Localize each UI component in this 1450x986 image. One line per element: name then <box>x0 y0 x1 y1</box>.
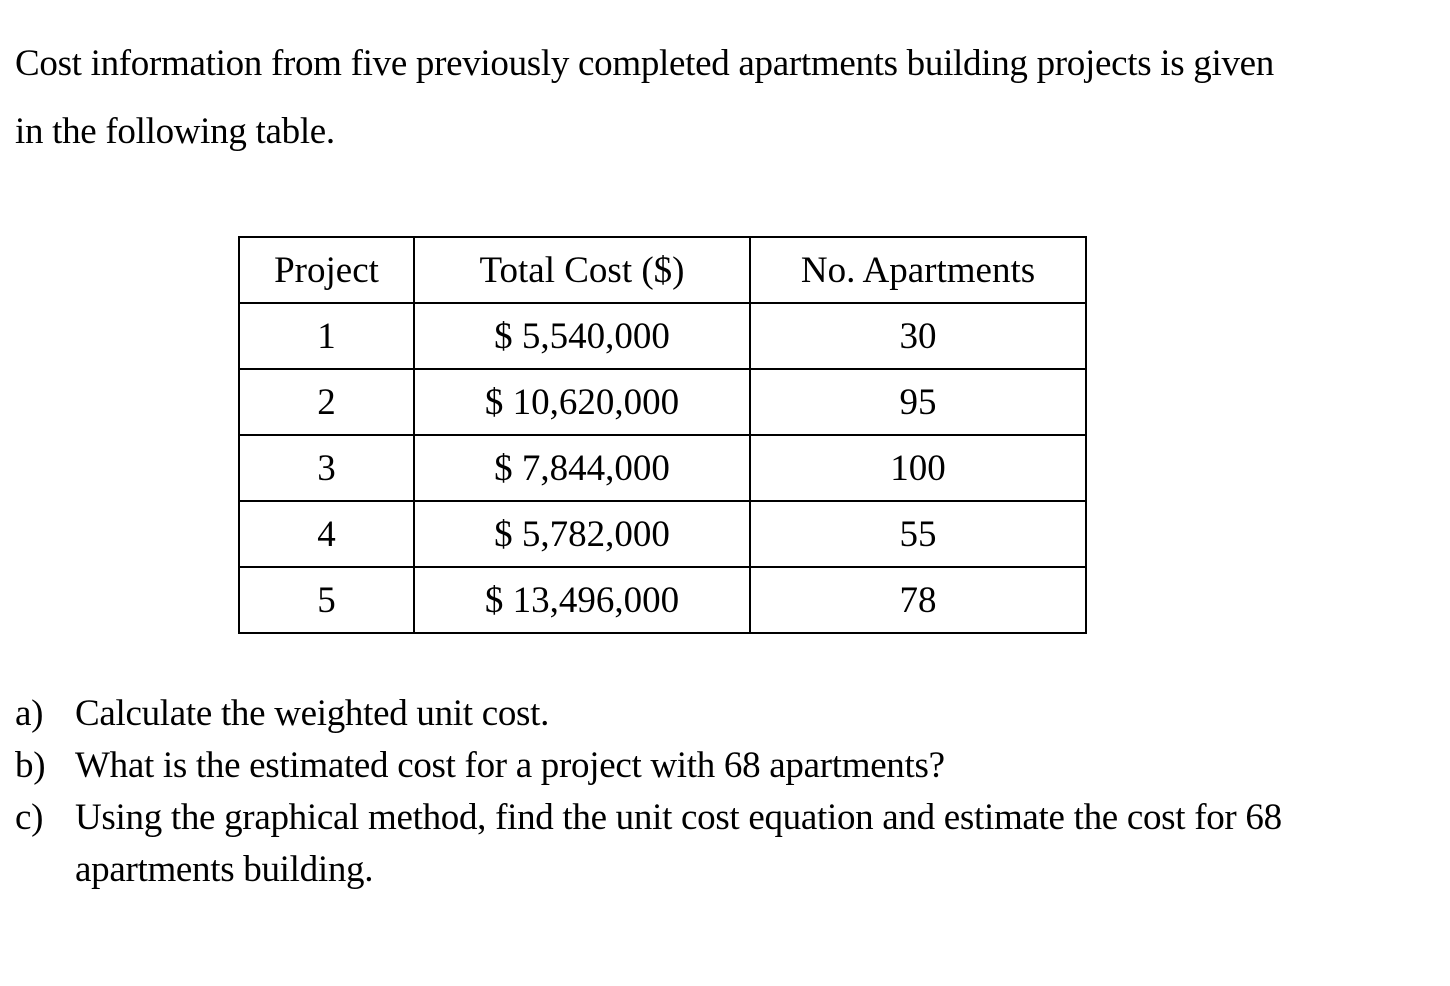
header-total-cost: Total Cost ($) <box>414 237 750 303</box>
cell-apartments: 30 <box>750 303 1086 369</box>
cell-total-cost: $ 13,496,000 <box>414 567 750 633</box>
question-text: Calculate the weighted unit cost. <box>75 693 550 734</box>
table-row <box>239 369 1086 435</box>
table-row <box>239 501 1086 567</box>
intro-paragraph <box>15 30 1435 166</box>
cell-apartments: 78 <box>750 567 1086 633</box>
header-no-apartments: No. Apartments <box>750 237 1086 303</box>
question-item-b <box>15 740 1435 792</box>
question-text: What is the estimated cost for a project with 68 apartments? <box>75 745 945 786</box>
intro-line-1: Cost information from five previously completed apartments building projects is given <box>15 43 1274 84</box>
intro-line-2: in the following table. <box>15 111 335 152</box>
question-marker: b) <box>15 745 46 786</box>
cell-total-cost: $ 5,540,000 <box>414 303 750 369</box>
question-list <box>15 688 1435 896</box>
question-item-a <box>15 688 1435 740</box>
cost-table <box>238 236 1087 634</box>
table-row <box>239 435 1086 501</box>
question-marker: a) <box>15 693 44 734</box>
header-project: Project <box>239 237 414 303</box>
table-header-row <box>239 237 1086 303</box>
cell-project: 3 <box>239 435 414 501</box>
cell-total-cost: $ 10,620,000 <box>414 369 750 435</box>
question-item-c <box>15 792 1435 896</box>
question-marker: c) <box>15 797 44 838</box>
cell-project: 1 <box>239 303 414 369</box>
question-text: Using the graphical method, find the unit cost equation and estimate the cost for 68 apartments building. <box>75 797 1282 890</box>
cell-project: 2 <box>239 369 414 435</box>
table-row <box>239 303 1086 369</box>
cell-project: 4 <box>239 501 414 567</box>
cell-project: 5 <box>239 567 414 633</box>
cell-total-cost: $ 5,782,000 <box>414 501 750 567</box>
table-row <box>239 567 1086 633</box>
cell-total-cost: $ 7,844,000 <box>414 435 750 501</box>
cell-apartments: 55 <box>750 501 1086 567</box>
cell-apartments: 100 <box>750 435 1086 501</box>
cell-apartments: 95 <box>750 369 1086 435</box>
